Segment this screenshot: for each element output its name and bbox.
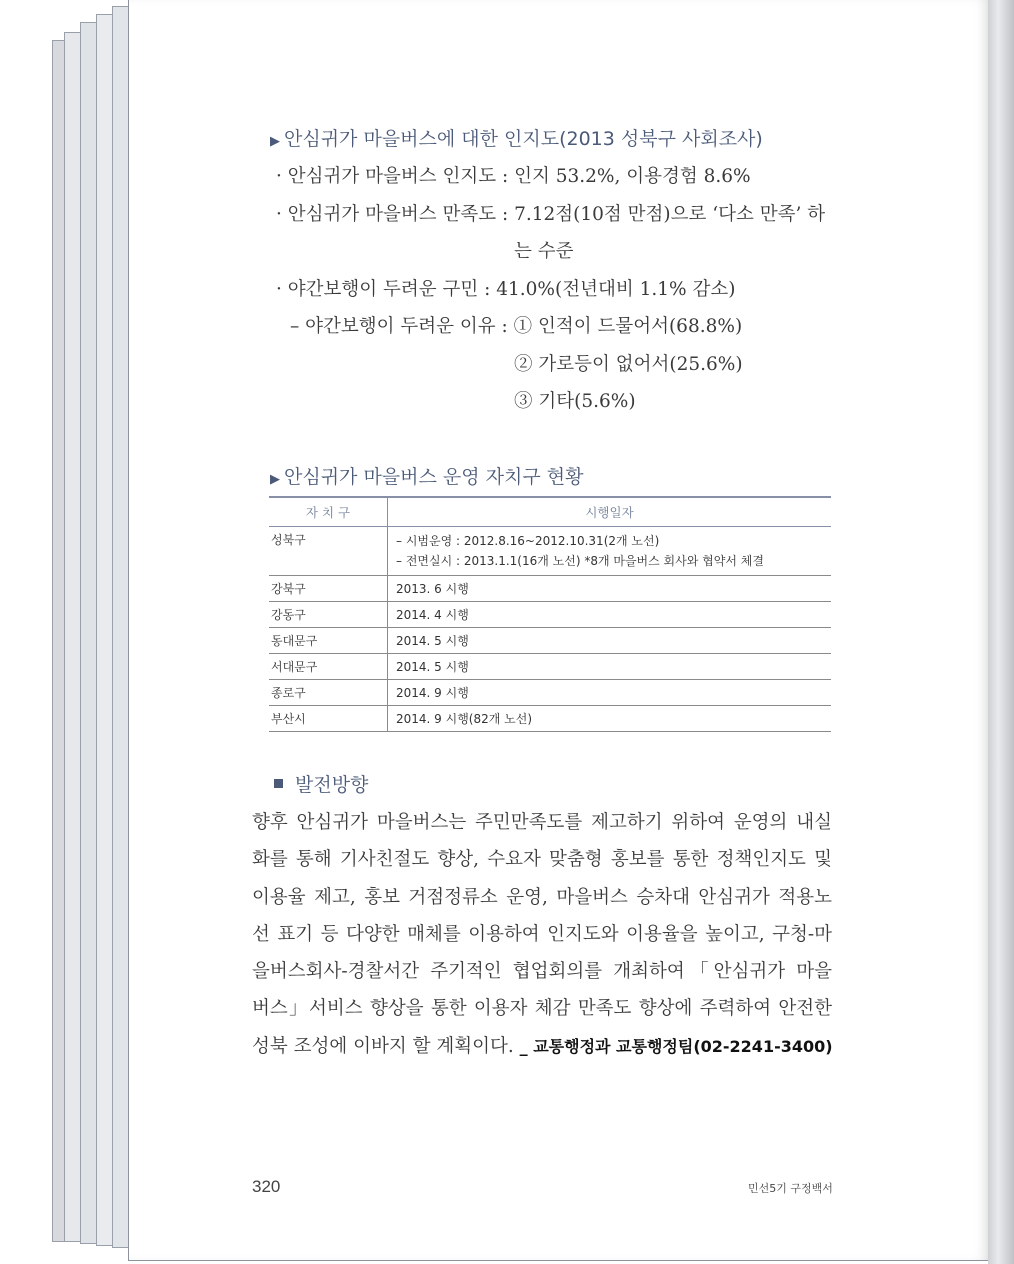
operation-heading <box>270 462 583 489</box>
operation-heading-text: 안심귀가 마을버스 운영 자치구 현황 <box>284 466 584 488</box>
awareness-line: · 야간보행이 두려운 구민 : 41.0%(전년대비 1.1% 감소) <box>276 279 736 300</box>
column-header-date: 시행일자 <box>388 497 832 527</box>
book-title: 민선5기 구정백서 <box>748 1182 833 1195</box>
table-row <box>269 680 831 706</box>
square-bullet-icon <box>274 779 283 788</box>
page-number: 320 <box>252 1177 281 1196</box>
district-cell: 강북구 <box>269 576 388 602</box>
table-row <box>269 628 831 654</box>
district-cell: 부산시 <box>269 706 388 732</box>
district-cell: 종로구 <box>269 680 388 706</box>
date-cell: 2014. 9 시행(82개 노선) <box>388 706 832 732</box>
paragraph-line: 화를 통해 기사친절도 향상, 수요자 맞춤형 홍보를 통한 정책인지도 및 <box>252 849 832 871</box>
direction-heading-text: 발전방향 <box>295 774 369 796</box>
district-cell: 서대문구 <box>269 654 388 680</box>
date-cell: 2014. 4 시행 <box>388 602 832 628</box>
paragraph-line: 선 표기 등 다양한 매체를 이용하여 인지도와 이용율을 높이고, 구청-마 <box>252 923 832 945</box>
contact-info: _ 교통행정과 교통행정팀(02-2241-3400) <box>519 1036 833 1056</box>
date-cell: 2014. 9 시행 <box>388 680 832 706</box>
date-line: – 시범운영 : 2012.8.16~2012.10.31(2개 노선) <box>396 534 660 548</box>
direction-heading <box>274 770 368 797</box>
awareness-line: · 안심귀가 마을버스 인지도 : 인지 53.2%, 이용경험 8.6% <box>276 166 751 187</box>
triangle-bullet-icon: ▶ <box>270 472 280 487</box>
district-cell: 강동구 <box>269 602 388 628</box>
date-cell <box>388 527 832 576</box>
awareness-line: · 안심귀가 마을버스 만족도 : 7.12점(10점 만점)으로 ‘다소 만족’ 하 <box>276 204 826 225</box>
column-header-district: 자 치 구 <box>269 497 388 527</box>
table-header-row <box>269 497 831 527</box>
date-line: – 전면실시 : 2013.1.1(16개 노선) *8개 마을버스 회사와 협약서 체결 <box>396 554 764 568</box>
operation-table <box>269 496 831 732</box>
district-cell: 성북구 <box>269 527 388 576</box>
table-row <box>269 576 831 602</box>
awareness-heading-text: 안심귀가 마을버스에 대한 인지도(2013 성북구 사회조사) <box>284 128 763 150</box>
awareness-line: 는 수준 <box>514 241 574 262</box>
date-cell: 2014. 5 시행 <box>388 628 832 654</box>
paragraph-line: 이용율 제고, 홍보 거점정류소 운영, 마을버스 승차대 안심귀가 적용노 <box>252 886 832 908</box>
awareness-line: – 야간보행이 두려운 이유 : ① 인적이 드물어서(68.8%) <box>290 316 743 337</box>
paragraph-line: 을버스회사-경찰서간 주기적인 협업회의를 개최하여「안심귀가 마을 <box>252 961 832 983</box>
paragraph-line: 버스」서비스 향상을 통한 이용자 체감 만족도 향상에 주력하여 안전한 <box>252 998 832 1020</box>
date-cell: 2014. 5 시행 <box>388 654 832 680</box>
table-row <box>269 527 831 576</box>
triangle-bullet-icon: ▶ <box>270 134 280 149</box>
table-row <box>269 654 831 680</box>
awareness-line: ③ 기타(5.6%) <box>514 391 636 412</box>
awareness-line: ② 가로등이 없어서(25.6%) <box>514 354 743 375</box>
awareness-heading <box>270 124 763 151</box>
paragraph-line: 성북 조성에 이바지 할 계획이다. <box>252 1035 514 1057</box>
date-cell: 2013. 6 시행 <box>388 576 832 602</box>
paragraph-line-last <box>252 1028 832 1065</box>
paragraph-line: 향후 안심귀가 마을버스는 주민만족도를 제고하기 위하여 운영의 내실 <box>252 812 832 833</box>
district-cell: 동대문구 <box>269 628 388 654</box>
table-row <box>269 602 831 628</box>
table-row <box>269 706 831 732</box>
direction-paragraph <box>252 804 832 1065</box>
page-edge-shadow <box>988 0 1014 1264</box>
